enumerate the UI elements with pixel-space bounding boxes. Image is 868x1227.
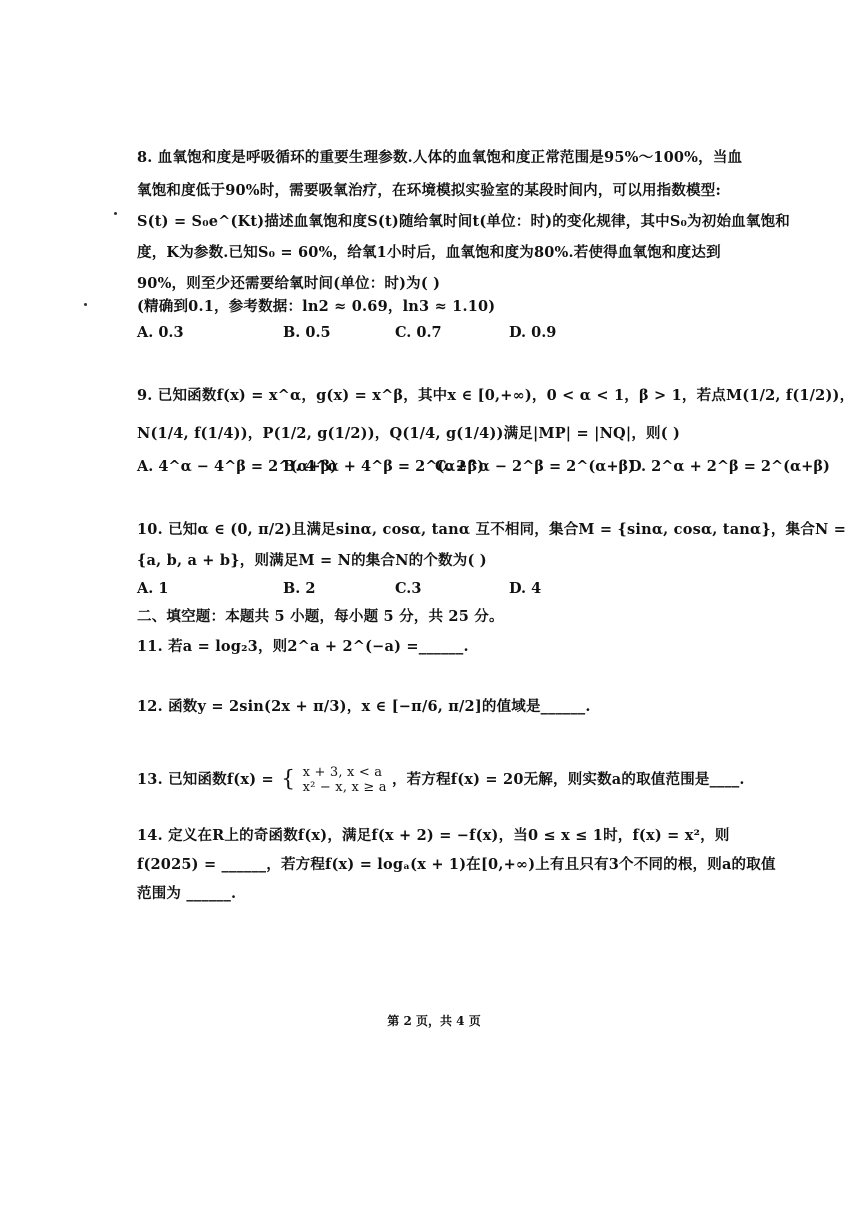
q11: 11. 若a = log₂3，则2^a + 2^(−a) =______. [137,638,469,655]
q10-line-2: {a, b, a + b}，则满足M = N的集合N的个数为( ) [137,552,487,569]
q9-option-d: D. 2^α + 2^β = 2^(α+β) [629,458,830,475]
q13-brace: { [281,767,296,792]
scan-dot [114,212,117,215]
q10-option-b: B. 2 [283,580,316,597]
q8-line-4: 度，K为参数.已知S₀ = 60%，给氧1小时后，血氧饱和度为80%.若使得血氧饱和度达到 [137,244,721,261]
q13-prefix: 13. 已知函数f(x) = [137,771,274,788]
q8-line-1: 8. 血氧饱和度是呼吸循环的重要生理参数.人体的血氧饱和度正常范围是95%～100%，当血 [137,149,743,166]
q14-line-2: f(2025) = ______，若方程f(x) = logₐ(x + 1)在[0,+∞)上有且只有3个不同的根，则a的取值 [137,856,776,873]
scan-dot [84,303,87,306]
q10-line-1: 10. 已知α ∈ (0, π/2)且满足sinα, cosα, tanα 互不相同，集合M = {sinα, cosα, tanα}，集合N = [137,521,847,538]
page-footer: 第 2 页，共 4 页 [387,1014,481,1028]
q9-line-1: 9. 已知函数f(x) = x^α，g(x) = x^β，其中x ∈ [0,+∞)，0 < α < 1，β > 1，若点M(1/2, f(1/2))， [137,387,855,404]
q14-line-1: 14. 定义在R上的奇函数f(x)，满足f(x + 2) = −f(x)，当0 ≤ x ≤ 1时，f(x) = x²，则 [137,827,730,844]
section-2-heading: 二、填空题：本题共 5 小题，每小题 5 分，共 25 分。 [137,608,504,625]
q13-case-2: x² − x, x ≥ a [302,780,387,795]
q14-line-3: 范围为 ______. [137,885,237,902]
q13-case-1: x + 3, x < a [302,765,383,780]
q10-option-a: A. 1 [137,580,169,597]
q9-option-b: B. 4^α + 4^β = 2^(α+β) [283,458,485,475]
q8-line-2: 氧饱和度低于90%时，需要吸氧治疗，在环境模拟实验室的某段时间内，可以用指数模型: [137,182,722,199]
q8-option-a: A. 0.3 [137,324,184,341]
q9-option-a: A. 4^α − 4^β = 2^(α+β) [137,458,337,475]
q13 [137,765,745,795]
q8-line-3: S(t) = S₀e^(Kt)描述血氧饱和度S(t)随给氧时间t(单位：时)的变化规律，其中S₀为初始血氧饱和 [137,213,790,230]
q10-option-c: C.3 [395,580,422,597]
q12: 12. 函数y = 2sin(2x + π/3)，x ∈ [−π/6, π/2]的值域是______. [137,698,591,715]
q13-suffix: ，若方程f(x) = 20无解，则实数a的取值范围是____. [391,771,745,788]
q9-option-c: C. 2^α − 2^β = 2^(α+β) [435,458,636,475]
q8-line-6: (精确到0.1，参考数据：ln2 ≈ 0.69，ln3 ≈ 1.10) [137,298,496,315]
q9-line-2: N(1/4, f(1/4))，P(1/2, g(1/2))，Q(1/4, g(1/4))满足|MP| = |NQ|，则( ) [137,425,681,442]
q8-option-c: C. 0.7 [395,324,442,341]
q13-cases [303,765,387,795]
q8-line-5: 90%，则至少还需要给氧时间(单位：时)为( ) [137,275,441,292]
q8-option-b: B. 0.5 [283,324,331,341]
q8-option-d: D. 0.9 [509,324,557,341]
q10-option-d: D. 4 [509,580,542,597]
